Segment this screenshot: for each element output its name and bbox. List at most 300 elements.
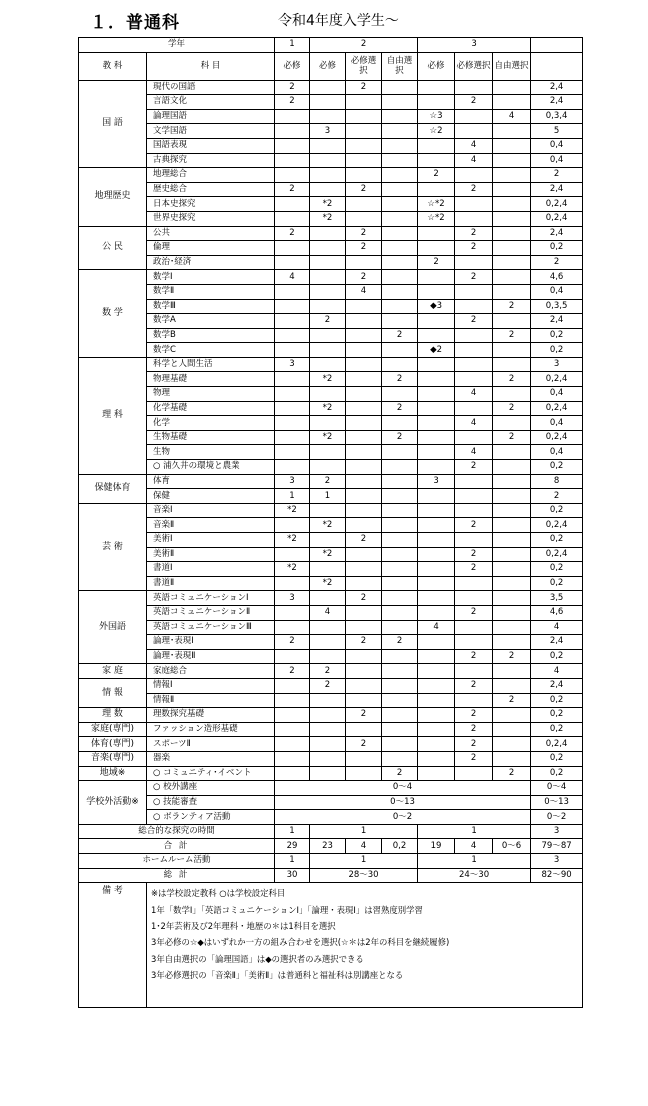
credit-cell: [275, 387, 310, 402]
total-cell: 0～4: [531, 781, 583, 796]
credit-cell: [493, 533, 531, 548]
total-cell: 2,4: [531, 635, 583, 650]
credit-cell: 2: [493, 328, 531, 343]
span-value: 0～4: [275, 781, 531, 796]
credit-cell: 2: [455, 182, 493, 197]
credit-cell: [310, 708, 346, 723]
credit-cell: [346, 503, 382, 518]
category-cell: 数 学: [79, 270, 147, 358]
table-row: [79, 474, 583, 489]
credit-cell: [382, 95, 418, 110]
credit-cell: [310, 241, 346, 256]
credit-cell: [346, 678, 382, 693]
credit-cell: 19: [418, 839, 455, 854]
type-header: 必修: [310, 52, 346, 80]
credit-cell: [418, 766, 455, 781]
table-row: [79, 460, 583, 475]
credit-cell: [418, 357, 455, 372]
credit-cell: [346, 460, 382, 475]
grade-2: 2: [310, 38, 418, 53]
credit-cell: [418, 416, 455, 431]
total-cell: 4,6: [531, 270, 583, 285]
credit-cell: [275, 605, 310, 620]
credit-cell: [382, 737, 418, 752]
subject-cell: 器楽: [147, 751, 275, 766]
type-header: 必修: [418, 52, 455, 80]
credit-cell: 2: [455, 95, 493, 110]
total-cell: 2,4: [531, 226, 583, 241]
total-cell: 0,2,4: [531, 518, 583, 533]
credit-cell: [493, 284, 531, 299]
subject-cell: 英語コミュニケーションⅢ: [147, 620, 275, 635]
credit-cell: 2: [455, 460, 493, 475]
total-cell: 0,4: [531, 138, 583, 153]
credit-cell: [382, 489, 418, 504]
credit-cell: [275, 518, 310, 533]
credit-cell: [275, 547, 310, 562]
subject-cell: 生物: [147, 445, 275, 460]
table-row: [79, 328, 583, 343]
credit-cell: 2: [275, 95, 310, 110]
credit-cell: [418, 664, 455, 679]
subject-cell: ○ 技能審査: [147, 795, 275, 810]
credit-cell: 2: [346, 737, 382, 752]
credit-cell: [493, 547, 531, 562]
credit-cell: [455, 255, 493, 270]
total-cell: 79～87: [531, 839, 583, 854]
credit-cell: 2: [346, 241, 382, 256]
credit-cell: 4: [275, 270, 310, 285]
credit-cell: ☆*2: [418, 197, 455, 212]
total-cell: 0,2: [531, 722, 583, 737]
credit-cell: [418, 678, 455, 693]
credit-cell: 2: [382, 401, 418, 416]
credit-cell: [382, 649, 418, 664]
grade-label: 学年: [79, 38, 275, 53]
credit-cell: [275, 343, 310, 358]
credit-cell: [310, 182, 346, 197]
credit-cell: 4: [493, 109, 531, 124]
credit-cell: [275, 766, 310, 781]
subject-cell: スポーツⅡ: [147, 737, 275, 752]
category-cell: 学校外活動※: [79, 781, 147, 825]
credit-cell: [418, 751, 455, 766]
grade-3-value: 1: [418, 854, 531, 869]
credit-cell: ☆2: [418, 124, 455, 139]
subject-cell: 書道Ⅰ: [147, 562, 275, 577]
credit-cell: [382, 445, 418, 460]
credit-cell: [493, 562, 531, 577]
subject-cell: 物理: [147, 387, 275, 402]
total-cell: 0,2: [531, 460, 583, 475]
credit-cell: [310, 693, 346, 708]
credit-cell: 2: [493, 766, 531, 781]
credit-cell: 2: [455, 547, 493, 562]
credit-cell: [310, 533, 346, 548]
category-cell: 地域※: [79, 766, 147, 781]
credit-cell: [310, 95, 346, 110]
subject-cell: 倫理: [147, 241, 275, 256]
credit-cell: [275, 255, 310, 270]
credit-cell: [455, 664, 493, 679]
credit-cell: 2: [346, 635, 382, 650]
note-line: 1･2年芸術及び2年理科・地歴の＊は1科目を選択: [151, 921, 336, 932]
total-cell: 0,2: [531, 562, 583, 577]
credit-cell: [310, 649, 346, 664]
credit-cell: [455, 576, 493, 591]
credit-cell: [382, 693, 418, 708]
table-row: [79, 401, 583, 416]
category-cell: 芸 術: [79, 503, 147, 591]
credit-cell: [310, 751, 346, 766]
credit-cell: 2: [382, 430, 418, 445]
total-cell: 2,4: [531, 80, 583, 95]
grade-2-value: 1: [310, 854, 418, 869]
credit-cell: [346, 95, 382, 110]
subject-cell: 歴史総合: [147, 182, 275, 197]
subject-cell: 化学基礎: [147, 401, 275, 416]
credit-cell: [418, 693, 455, 708]
credit-cell: [310, 80, 346, 95]
subject-cell: ○ 浦久井の環境と農業: [147, 460, 275, 475]
credit-cell: [310, 328, 346, 343]
total-cell: 0,2,4: [531, 372, 583, 387]
credit-cell: [418, 503, 455, 518]
credit-cell: [418, 401, 455, 416]
credit-cell: [310, 153, 346, 168]
credit-cell: [455, 211, 493, 226]
table-row: [79, 445, 583, 460]
credit-cell: [310, 255, 346, 270]
credit-cell: [493, 387, 531, 402]
span-value: 0～2: [275, 810, 531, 825]
credit-cell: [310, 460, 346, 475]
subject-cell: 体育: [147, 474, 275, 489]
table-row: [79, 299, 583, 314]
subject-cell: ○ 校外講座: [147, 781, 275, 796]
table-row: [79, 372, 583, 387]
credit-cell: [418, 547, 455, 562]
note-line: ※は学校設定教科 ○は学校設定科目: [151, 888, 286, 899]
credit-cell: *2: [310, 372, 346, 387]
table-row: [79, 810, 583, 825]
total-cell: 0,2: [531, 328, 583, 343]
note-line: 3年必修選択の「音楽Ⅱ」「美術Ⅱ」は普通科と福祉科は別講座となる: [151, 970, 404, 981]
credit-cell: [382, 722, 418, 737]
grade-3: 3: [418, 38, 531, 53]
subject-cell: 論理･表現Ⅰ: [147, 635, 275, 650]
credit-cell: [382, 416, 418, 431]
grade-3-value: 24～30: [418, 868, 531, 883]
table-row: [79, 620, 583, 635]
table-row: [79, 547, 583, 562]
credit-cell: [493, 678, 531, 693]
credit-cell: [418, 430, 455, 445]
credit-cell: [310, 766, 346, 781]
credit-cell: [346, 430, 382, 445]
credit-cell: 2: [275, 635, 310, 650]
credit-cell: [493, 314, 531, 329]
credit-cell: [455, 328, 493, 343]
credit-cell: [493, 226, 531, 241]
credit-cell: 2: [310, 474, 346, 489]
credit-cell: 2: [346, 80, 382, 95]
total-cell: 5: [531, 124, 583, 139]
page-subtitle: 令和4年度入学生～: [278, 13, 399, 29]
credit-cell: 4: [346, 284, 382, 299]
subject-cell: 情報Ⅱ: [147, 693, 275, 708]
credit-cell: [346, 153, 382, 168]
credit-cell: [382, 168, 418, 183]
table-row: [79, 562, 583, 577]
total-cell: 4,6: [531, 605, 583, 620]
credit-cell: [275, 124, 310, 139]
row-label: ホームルーム活動: [79, 854, 275, 869]
subject-cell: 理数探究基礎: [147, 708, 275, 723]
total-cell: 0,2,4: [531, 547, 583, 562]
credit-cell: [455, 299, 493, 314]
total-cell: 0,3,5: [531, 299, 583, 314]
subject-cell: 美術Ⅱ: [147, 547, 275, 562]
credit-cell: [275, 416, 310, 431]
credit-cell: [310, 620, 346, 635]
table-row: [79, 605, 583, 620]
credit-cell: *2: [275, 533, 310, 548]
total-cell: 0,2,4: [531, 197, 583, 212]
table-row: [79, 387, 583, 402]
credit-cell: [493, 168, 531, 183]
credit-cell: [418, 138, 455, 153]
credit-cell: *2: [310, 197, 346, 212]
credit-cell: [418, 387, 455, 402]
credit-cell: [275, 678, 310, 693]
table-row: [79, 182, 583, 197]
credit-cell: 2: [346, 182, 382, 197]
credit-cell: [346, 255, 382, 270]
credit-cell: *2: [310, 430, 346, 445]
total-cell: 2,4: [531, 182, 583, 197]
total-cell: 0,4: [531, 284, 583, 299]
credit-cell: [455, 124, 493, 139]
credit-cell: [493, 664, 531, 679]
credit-cell: [418, 649, 455, 664]
table-row: [79, 270, 583, 285]
table-row: [79, 314, 583, 329]
table-row: [79, 168, 583, 183]
subject-cell: 化学: [147, 416, 275, 431]
credit-cell: [275, 649, 310, 664]
credit-cell: [493, 576, 531, 591]
credit-cell: [455, 693, 493, 708]
grade-1-value: 1: [275, 854, 310, 869]
credit-cell: [382, 80, 418, 95]
category-cell: 保健体育: [79, 474, 147, 503]
credit-cell: [275, 401, 310, 416]
credit-cell: [493, 605, 531, 620]
biko-row: [79, 883, 583, 1008]
credit-cell: 4: [455, 445, 493, 460]
credit-cell: [493, 343, 531, 358]
credit-cell: [382, 576, 418, 591]
credit-cell: 2: [275, 226, 310, 241]
credit-cell: 2: [382, 635, 418, 650]
credit-cell: ◆3: [418, 299, 455, 314]
table-row: [79, 80, 583, 95]
credit-cell: [346, 445, 382, 460]
credit-cell: [455, 372, 493, 387]
subject-cell: 世界史探究: [147, 211, 275, 226]
credit-cell: [493, 518, 531, 533]
category-cell: 理 科: [79, 357, 147, 474]
credit-cell: [382, 124, 418, 139]
credit-cell: 2: [455, 226, 493, 241]
credit-cell: [346, 197, 382, 212]
subject-cell: 公共: [147, 226, 275, 241]
credit-cell: 2: [275, 664, 310, 679]
credit-cell: [493, 635, 531, 650]
note-line: 1年「数学Ⅰ」「英語コミュニケーションⅠ」「論理・表現Ⅰ」は習熟度別学習: [151, 904, 423, 915]
credit-cell: 2: [346, 270, 382, 285]
table-row: [79, 503, 583, 518]
table-row: [79, 518, 583, 533]
credit-cell: [346, 387, 382, 402]
credit-cell: [382, 620, 418, 635]
goukei-row: [79, 839, 583, 854]
total-cell: 8: [531, 474, 583, 489]
credit-cell: [455, 474, 493, 489]
subject-cell: 生物基礎: [147, 430, 275, 445]
credit-cell: [275, 430, 310, 445]
span-value: 0～13: [275, 795, 531, 810]
credit-cell: [418, 708, 455, 723]
total-cell: 0,2,4: [531, 211, 583, 226]
credit-cell: [493, 138, 531, 153]
category-cell: 国 語: [79, 80, 147, 168]
credit-cell: [418, 182, 455, 197]
credit-cell: [382, 314, 418, 329]
credit-cell: [275, 314, 310, 329]
credit-cell: [346, 124, 382, 139]
credit-cell: 2: [455, 751, 493, 766]
total-cell: 3: [531, 357, 583, 372]
credit-cell: [382, 591, 418, 606]
table-row: [79, 649, 583, 664]
credit-cell: 2: [346, 533, 382, 548]
credit-cell: 4: [455, 839, 493, 854]
credit-cell: 2: [275, 182, 310, 197]
credit-cell: [382, 284, 418, 299]
credit-cell: [346, 722, 382, 737]
credit-cell: [346, 211, 382, 226]
sogo-row: [79, 824, 583, 839]
total-cell: 0,2: [531, 241, 583, 256]
credit-cell: [418, 445, 455, 460]
credit-cell: *2: [310, 547, 346, 562]
table-row: [79, 241, 583, 256]
credit-cell: [275, 168, 310, 183]
credit-cell: [310, 591, 346, 606]
credit-cell: 1: [275, 489, 310, 504]
credit-cell: [310, 503, 346, 518]
credit-cell: [493, 591, 531, 606]
table-row: [79, 124, 583, 139]
credit-cell: [493, 255, 531, 270]
credit-cell: 2: [310, 664, 346, 679]
credit-cell: 2: [455, 605, 493, 620]
credit-cell: [275, 722, 310, 737]
total-cell: 0,4: [531, 153, 583, 168]
credit-cell: *2: [310, 211, 346, 226]
credit-cell: [382, 182, 418, 197]
credit-cell: [346, 343, 382, 358]
credit-cell: [310, 284, 346, 299]
credit-cell: [455, 533, 493, 548]
credit-cell: [493, 620, 531, 635]
credit-cell: [455, 635, 493, 650]
credit-cell: *2: [275, 562, 310, 577]
credit-cell: [382, 518, 418, 533]
subject-cell: ○ ボランティア活動: [147, 810, 275, 825]
table-row: [79, 343, 583, 358]
credit-cell: [310, 722, 346, 737]
total-cell: 0,2: [531, 533, 583, 548]
subject-cell: 音楽Ⅰ: [147, 503, 275, 518]
credit-cell: 23: [310, 839, 346, 854]
credit-cell: [346, 693, 382, 708]
credit-cell: [455, 503, 493, 518]
note-line: 3年必修の☆◆はいずれか一方の組み合わせを選択(☆＊は2年の科目を継続履修): [151, 937, 450, 948]
credit-cell: [275, 138, 310, 153]
credit-cell: [382, 138, 418, 153]
total-cell: 2: [531, 168, 583, 183]
category-cell: 地理歴史: [79, 168, 147, 226]
table-row: [79, 533, 583, 548]
subject-cell: 論理･表現Ⅱ: [147, 649, 275, 664]
credit-cell: [275, 299, 310, 314]
soukei-row: [79, 868, 583, 883]
total-cell: 0,2: [531, 503, 583, 518]
grade-2-value: 28～30: [310, 868, 418, 883]
credit-cell: [493, 474, 531, 489]
total-header: [531, 52, 583, 80]
credit-cell: [418, 576, 455, 591]
credit-cell: [310, 299, 346, 314]
grade-3-value: 1: [418, 824, 531, 839]
credit-cell: [418, 95, 455, 110]
credit-cell: [310, 387, 346, 402]
total-cell: 0,4: [531, 416, 583, 431]
type-header: 自由選択: [382, 52, 418, 80]
total-cell: 0,2: [531, 576, 583, 591]
credit-cell: [455, 766, 493, 781]
credit-cell: [493, 241, 531, 256]
credit-cell: 2: [455, 314, 493, 329]
note-line: 3年自由選択の「論理国語」は◆の選択者のみ選択できる: [151, 953, 364, 964]
credit-cell: 2: [418, 168, 455, 183]
credit-cell: [382, 474, 418, 489]
subject-cell: 論理国語: [147, 109, 275, 124]
credit-cell: [346, 168, 382, 183]
table-row: [79, 357, 583, 372]
credit-cell: 2: [493, 693, 531, 708]
credit-cell: [346, 416, 382, 431]
credit-cell: 3: [418, 474, 455, 489]
credit-cell: 2: [455, 708, 493, 723]
credit-cell: [418, 226, 455, 241]
credit-cell: [310, 226, 346, 241]
table-row: [79, 489, 583, 504]
total-cell: 0,3,4: [531, 109, 583, 124]
